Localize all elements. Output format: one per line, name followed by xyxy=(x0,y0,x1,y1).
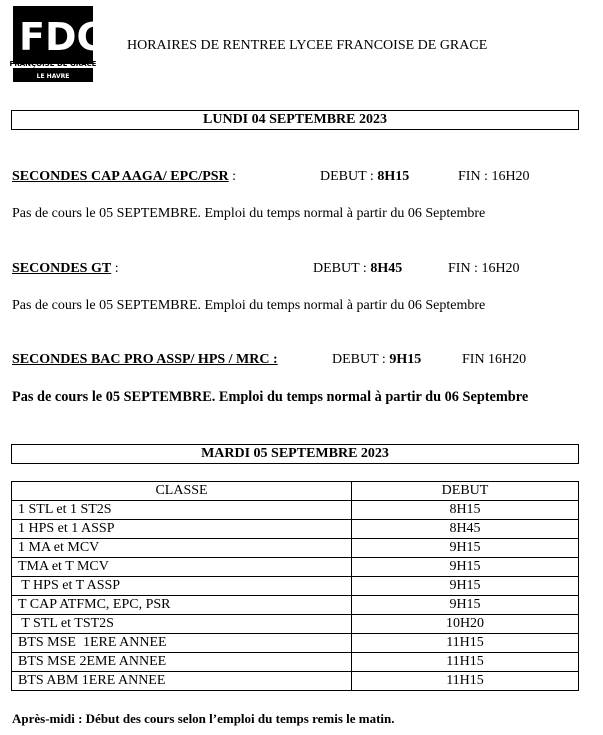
table-row xyxy=(12,615,579,634)
group-1-name: SECONDES CAP AAGA/ EPC/PSR xyxy=(12,169,229,184)
table-row xyxy=(12,672,579,691)
table-row xyxy=(12,558,579,577)
time-cell: 9H15 xyxy=(352,596,579,615)
header-debut: DEBUT xyxy=(352,482,579,501)
time-cell: 9H15 xyxy=(352,558,579,577)
time-cell: 11H15 xyxy=(352,672,579,691)
class-cell: 1 STL et 1 ST2S xyxy=(12,501,352,520)
logo-city: LE HAVRE xyxy=(36,73,70,80)
class-cell: BTS MSE 1ERE ANNEE xyxy=(12,634,352,653)
group-2-debut xyxy=(313,261,402,277)
debut-label: DEBUT : xyxy=(320,169,378,184)
group-3-note: Pas de cours le 05 SEPTEMBRE. Emploi du temps normal à partir du 06 Septembre xyxy=(12,389,529,405)
debut-time: 8H45 xyxy=(370,261,403,276)
class-cell: TMA et T MCV xyxy=(12,558,352,577)
time-cell: 11H15 xyxy=(352,634,579,653)
group-3-name: SECONDES BAC PRO ASSP/ HPS / MRC : xyxy=(12,352,278,367)
document-title: HORAIRES DE RENTREE LYCEE FRANCOISE DE GRACE xyxy=(127,38,488,53)
header-classe: CLASSE xyxy=(12,482,352,501)
debut-time: 8H15 xyxy=(377,169,410,184)
group-1-note: Pas de cours le 05 SEPTEMBRE. Emploi du temps normal à partir du 06 Septembre xyxy=(12,206,486,221)
logo-letters: FDG xyxy=(19,15,108,59)
table-header-row xyxy=(12,482,579,501)
group-2-fin: FIN : 16H20 xyxy=(448,261,520,276)
class-cell: T CAP ATFMC, EPC, PSR xyxy=(12,596,352,615)
table-row xyxy=(12,520,579,539)
group-1-heading xyxy=(12,169,236,185)
group-3-heading xyxy=(12,352,278,368)
fdg-logo-icon xyxy=(9,6,108,82)
table-row xyxy=(12,653,579,672)
group-1-fin: FIN : 16H20 xyxy=(458,169,530,184)
group-3-fin: FIN 16H20 xyxy=(462,352,527,367)
time-cell: 11H15 xyxy=(352,653,579,672)
school-logo xyxy=(9,6,108,82)
debut-label: DEBUT : xyxy=(313,261,371,276)
time-cell: 8H15 xyxy=(352,501,579,520)
time-cell: 9H15 xyxy=(352,539,579,558)
time-cell: 10H20 xyxy=(352,615,579,634)
tuesday-banner: MARDI 05 SEPTEMBRE 2023 xyxy=(11,444,579,464)
group-3-debut xyxy=(332,352,421,368)
table-row xyxy=(12,634,579,653)
group-2-heading xyxy=(12,261,119,277)
table-row xyxy=(12,539,579,558)
class-cell: BTS MSE 2EME ANNEE xyxy=(12,653,352,672)
time-cell: 8H45 xyxy=(352,520,579,539)
group-2-name: SECONDES GT xyxy=(12,261,112,276)
class-cell: 1 HPS et 1 ASSP xyxy=(12,520,352,539)
class-cell: 1 MA et MCV xyxy=(12,539,352,558)
table-row xyxy=(12,577,579,596)
class-cell: BTS ABM 1ERE ANNEE xyxy=(12,672,352,691)
afternoon-note: Après-midi : Début des cours selon l’emploi du temps remis le matin. xyxy=(12,711,395,726)
logo-name: FRANÇOISE DE GRÂCE xyxy=(9,60,97,68)
schedule-table xyxy=(11,481,579,691)
group-1-sep: : xyxy=(228,169,237,184)
class-cell: T STL et TST2S xyxy=(12,615,352,634)
table-row xyxy=(12,501,579,520)
debut-label: DEBUT : xyxy=(332,352,390,367)
group-2-note: Pas de cours le 05 SEPTEMBRE. Emploi du temps normal à partir du 06 Septembre xyxy=(12,298,486,313)
monday-banner: LUNDI 04 SEPTEMBRE 2023 xyxy=(11,110,579,130)
table-row xyxy=(12,596,579,615)
group-2-sep: : xyxy=(111,261,119,276)
group-1-debut xyxy=(320,169,409,185)
debut-time: 9H15 xyxy=(389,352,422,367)
time-cell: 9H15 xyxy=(352,577,579,596)
class-cell: T HPS et T ASSP xyxy=(12,577,352,596)
